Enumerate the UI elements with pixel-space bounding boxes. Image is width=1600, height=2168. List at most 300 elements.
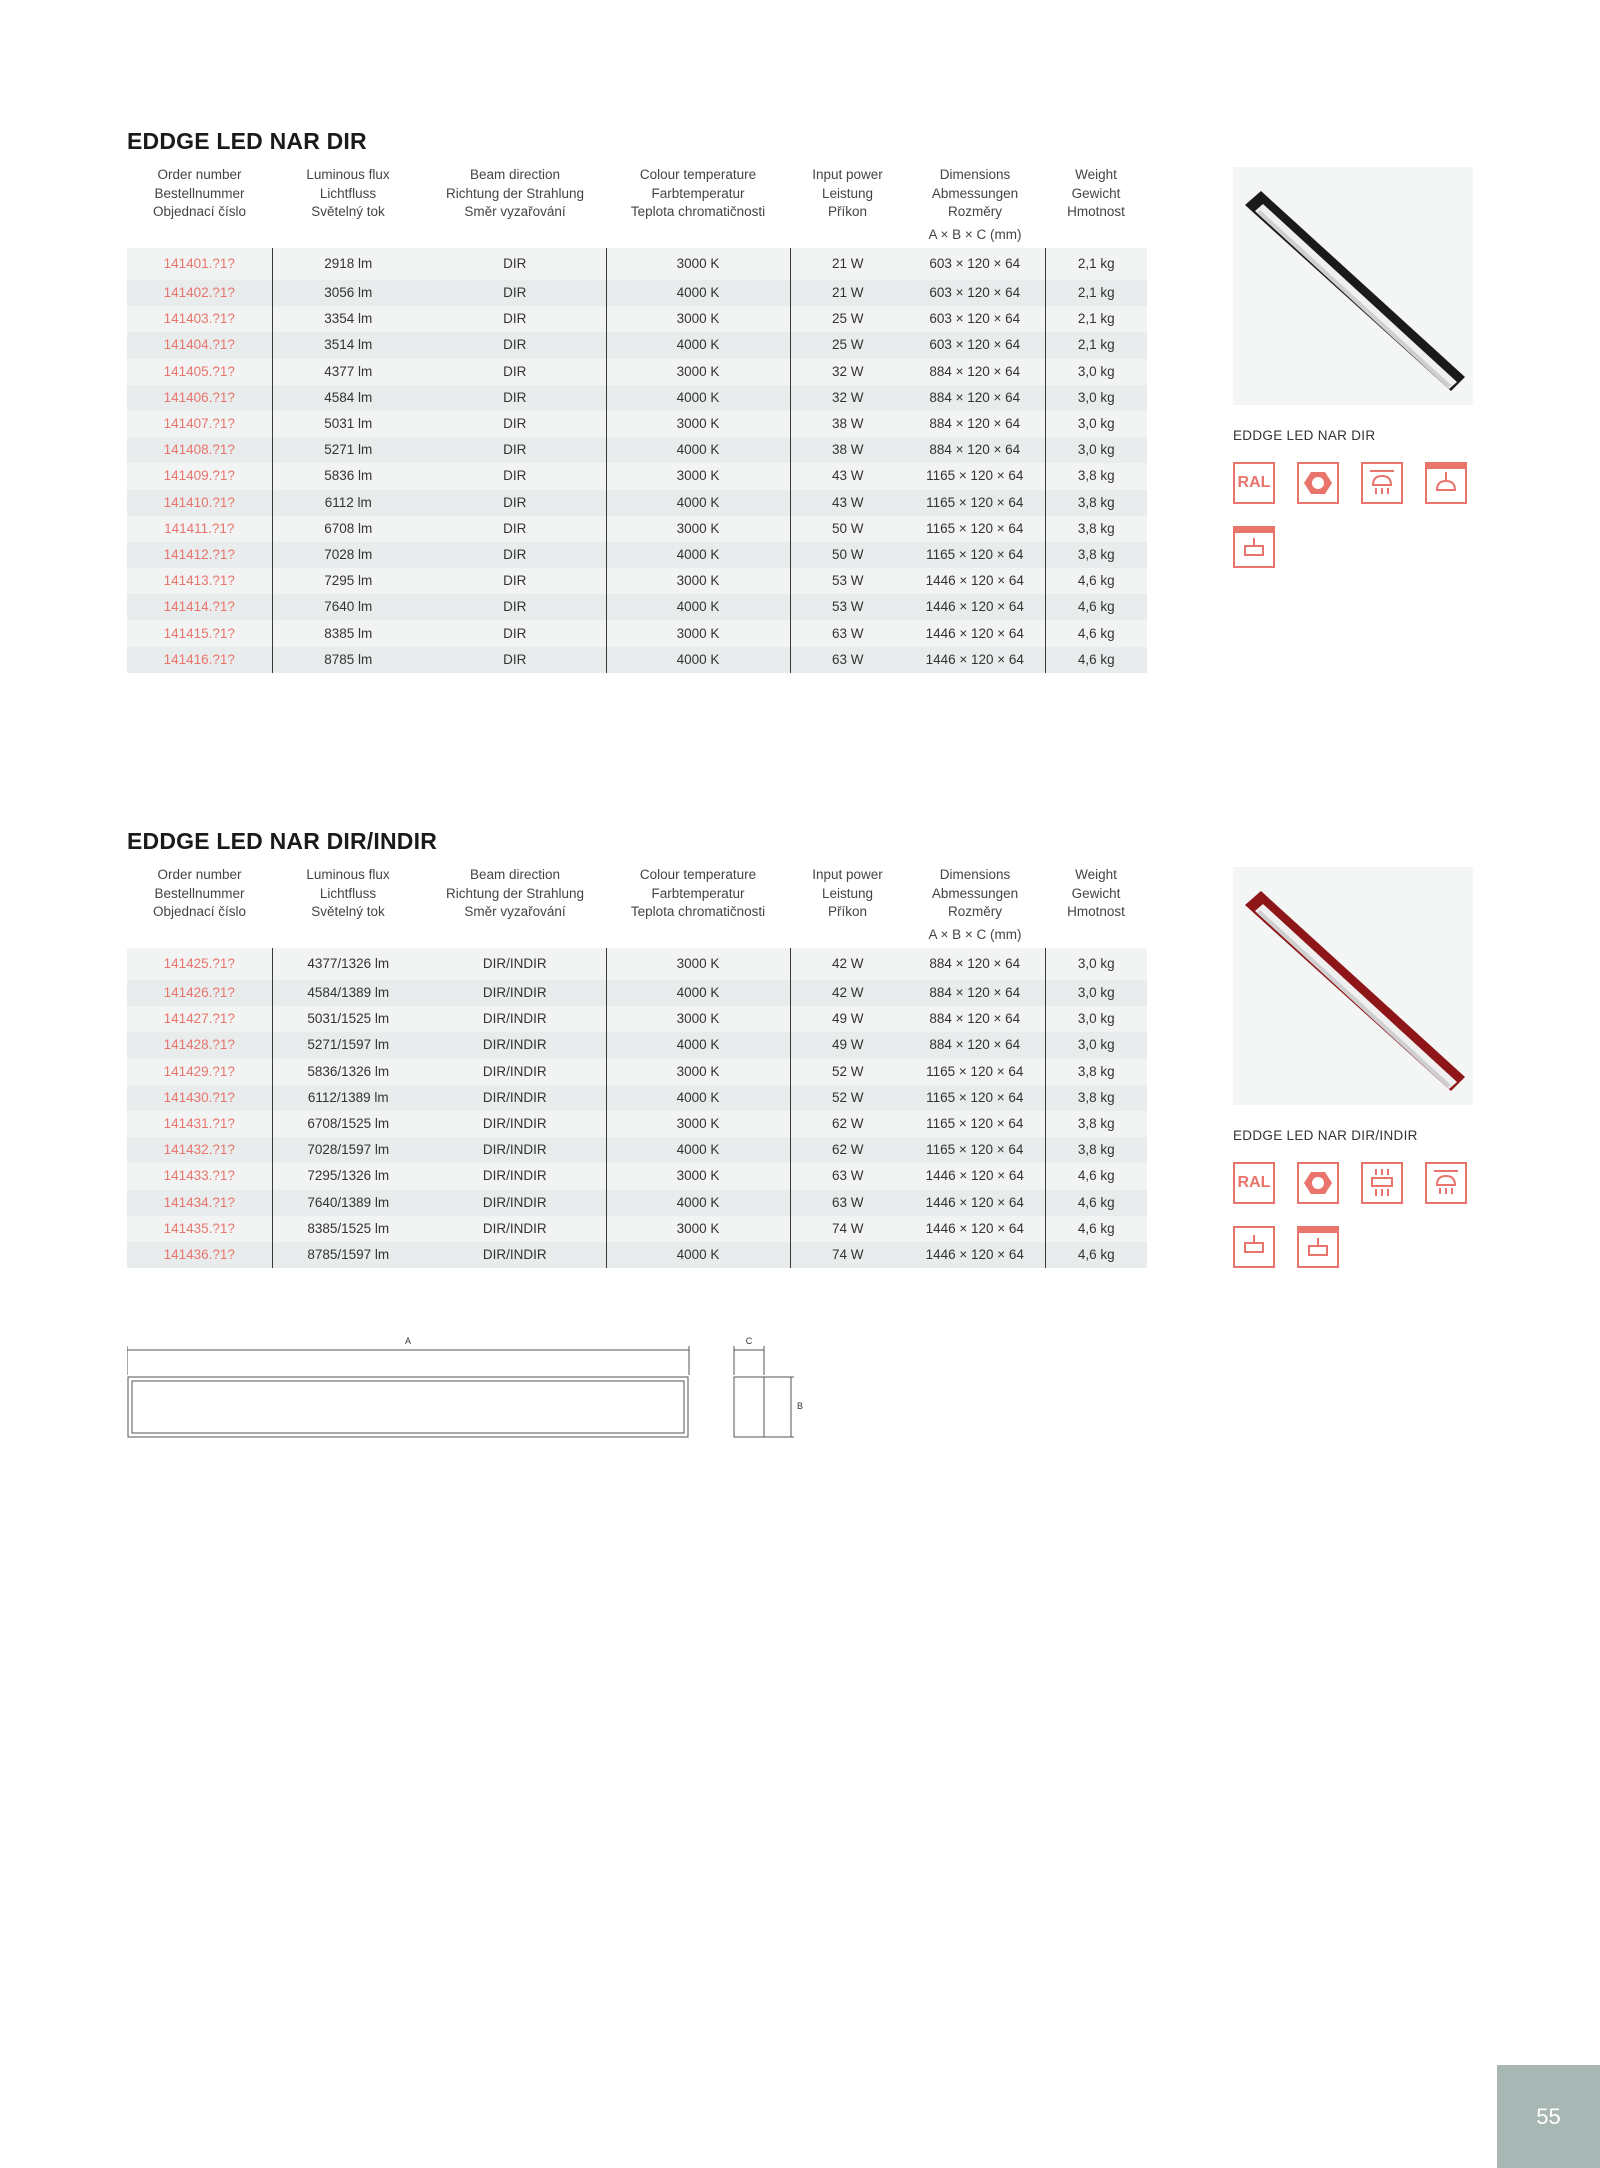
header-line: Abmessungen — [931, 885, 1019, 901]
product-caption: EDDGE LED NAR DIR — [1233, 428, 1376, 443]
table-cell: 62 W — [790, 1137, 905, 1163]
suspended-dir-indir-icon — [1361, 1162, 1403, 1204]
table-cell: DIR — [424, 385, 606, 411]
table-cell: 43 W — [790, 463, 905, 489]
header-line: Richtung der Strahlung — [445, 885, 585, 901]
header-line: Farbtemperatur — [651, 885, 745, 901]
ral-icon — [1233, 462, 1275, 504]
table-cell: 2,1 kg — [1045, 332, 1147, 358]
table-cell: 3000 K — [606, 1163, 790, 1189]
table-cell: 4377/1326 lm — [272, 948, 424, 980]
order-number-cell: 141415.?1? — [127, 620, 272, 646]
header-line: Příkon — [827, 204, 868, 219]
header-line: Směr vyzařování — [464, 204, 566, 219]
table-cell: 3056 lm — [272, 280, 424, 306]
table-cell: 3000 K — [606, 359, 790, 385]
table-cell: DIR/INDIR — [424, 1059, 606, 1085]
table-cell: 3,8 kg — [1045, 463, 1147, 489]
table-cell: DIR — [424, 647, 606, 673]
product-section-dir-indir — [127, 826, 1147, 1268]
table-cell: 603 × 120 × 64 — [905, 280, 1045, 306]
table-cell: 4000 K — [606, 1032, 790, 1058]
table-cell: DIR/INDIR — [424, 1006, 606, 1032]
table-cell: 2,1 kg — [1045, 248, 1147, 280]
table-cell: DIR — [424, 516, 606, 542]
header-line: Luminous flux — [306, 167, 390, 182]
table-cell: 21 W — [790, 280, 905, 306]
table-cell: 5836 lm — [272, 463, 424, 489]
header-line: Teplota chromatičnosti — [630, 904, 766, 919]
table-cell: 74 W — [790, 1242, 905, 1268]
table-cell: 884 × 120 × 64 — [905, 948, 1045, 980]
table-cell: 4000 K — [606, 332, 790, 358]
header-line: Farbtemperatur — [651, 185, 745, 201]
table-cell: 1446 × 120 × 64 — [905, 647, 1045, 673]
column-header — [905, 164, 1045, 248]
table-cell: 1446 × 120 × 64 — [905, 1216, 1045, 1242]
table-cell: 6708 lm — [272, 516, 424, 542]
table-cell: 4000 K — [606, 1085, 790, 1111]
table-cell: 884 × 120 × 64 — [905, 980, 1045, 1006]
table-cell: 3000 K — [606, 516, 790, 542]
table-cell: 4000 K — [606, 594, 790, 620]
table-cell: DIR — [424, 463, 606, 489]
table-row — [127, 1032, 1147, 1058]
table-cell: 50 W — [790, 516, 905, 542]
table-row — [127, 1059, 1147, 1085]
table-row — [127, 1163, 1147, 1189]
table-cell: 4000 K — [606, 385, 790, 411]
table-cell: 1165 × 120 × 64 — [905, 1111, 1045, 1137]
table-cell: DIR — [424, 359, 606, 385]
table-cell: 3000 K — [606, 1111, 790, 1137]
table-cell: 4000 K — [606, 1242, 790, 1268]
header-line: Objednací číslo — [152, 904, 247, 919]
table-cell: 1165 × 120 × 64 — [905, 542, 1045, 568]
table-cell: 4584/1389 lm — [272, 980, 424, 1006]
header-line: Luminous flux — [306, 867, 390, 882]
order-number-cell: 141431.?1? — [127, 1111, 272, 1137]
hexagon-nut-icon — [1297, 1162, 1339, 1204]
table-cell: 32 W — [790, 359, 905, 385]
header-line: Lichtfluss — [319, 885, 377, 901]
order-number-cell: 141412.?1? — [127, 542, 272, 568]
table-row — [127, 332, 1147, 358]
header-line: Světelný tok — [311, 204, 385, 219]
table-cell: 3000 K — [606, 1006, 790, 1032]
table-cell: 8385/1525 lm — [272, 1216, 424, 1242]
header-line: Objednací číslo — [152, 204, 247, 219]
table-cell: 1165 × 120 × 64 — [905, 1137, 1045, 1163]
table-cell: 3000 K — [606, 568, 790, 594]
header-line: Colour temperature — [639, 867, 757, 882]
header-line: Dimensions — [939, 867, 1011, 882]
table-cell: 884 × 120 × 64 — [905, 437, 1045, 463]
table-row — [127, 306, 1147, 332]
table-cell: DIR — [424, 620, 606, 646]
table-cell: 4000 K — [606, 1190, 790, 1216]
table-cell: 4000 K — [606, 437, 790, 463]
table-header-row — [127, 164, 1147, 248]
table-cell: 7295/1326 lm — [272, 1163, 424, 1189]
table-row — [127, 1242, 1147, 1268]
table-cell: 3,0 kg — [1045, 411, 1147, 437]
table-cell: 7028 lm — [272, 542, 424, 568]
table-cell: 4,6 kg — [1045, 620, 1147, 646]
header-line: Rozměry — [947, 204, 1002, 219]
order-number-cell: 141411.?1? — [127, 516, 272, 542]
table-row — [127, 1111, 1147, 1137]
order-number-cell: 141436.?1? — [127, 1242, 272, 1268]
header-line: Leistung — [821, 885, 874, 901]
table-cell: DIR — [424, 248, 606, 280]
order-number-cell: 141430.?1? — [127, 1085, 272, 1111]
ral-label: RAL — [1237, 1174, 1271, 1191]
table-cell: 6112 lm — [272, 490, 424, 516]
table-cell: 7640/1389 lm — [272, 1190, 424, 1216]
table-cell: 8385 lm — [272, 620, 424, 646]
table-row — [127, 542, 1147, 568]
header-line: Směr vyzařování — [464, 904, 566, 919]
dimension-label-b: B — [797, 1401, 804, 1411]
table-cell: DIR — [424, 411, 606, 437]
table-cell: 50 W — [790, 542, 905, 568]
header-line: Leistung — [821, 185, 874, 201]
column-header — [905, 864, 1045, 948]
header-line: Beam direction — [469, 867, 561, 882]
order-number-cell: 141406.?1? — [127, 385, 272, 411]
table-cell: 1165 × 120 × 64 — [905, 1085, 1045, 1111]
table-cell: 8785/1597 lm — [272, 1242, 424, 1268]
header-line: A × B × C (mm) — [928, 926, 1022, 942]
table-row — [127, 516, 1147, 542]
table-cell: DIR — [424, 568, 606, 594]
table-cell: 21 W — [790, 248, 905, 280]
table-cell: 63 W — [790, 1190, 905, 1216]
header-line: Order number — [157, 867, 242, 882]
table-row — [127, 1216, 1147, 1242]
table-cell: 3000 K — [606, 248, 790, 280]
product-section-dir — [127, 126, 1147, 673]
header-line: Input power — [812, 867, 883, 882]
table-cell: 5031/1525 lm — [272, 1006, 424, 1032]
table-cell: 3,0 kg — [1045, 1032, 1147, 1058]
table-cell: 884 × 120 × 64 — [905, 1006, 1045, 1032]
section-title: EDDGE LED NAR DIR — [127, 128, 367, 154]
table-cell: 42 W — [790, 948, 905, 980]
table-cell: 6708/1525 lm — [272, 1111, 424, 1137]
table-cell: 1446 × 120 × 64 — [905, 568, 1045, 594]
table-cell: 8785 lm — [272, 647, 424, 673]
product-caption: EDDGE LED NAR DIR/INDIR — [1233, 1128, 1418, 1143]
column-header — [424, 864, 606, 948]
order-number-cell: 141409.?1? — [127, 463, 272, 489]
table-cell: 4000 K — [606, 1137, 790, 1163]
order-number-cell: 141410.?1? — [127, 490, 272, 516]
suspended-filled-icon — [1425, 462, 1467, 504]
order-number-cell: 141404.?1? — [127, 332, 272, 358]
table-cell: 3514 lm — [272, 332, 424, 358]
order-number-cell: 141403.?1? — [127, 306, 272, 332]
table-cell: 7295 lm — [272, 568, 424, 594]
table-cell: 63 W — [790, 1163, 905, 1189]
table-cell: 62 W — [790, 1111, 905, 1137]
table-cell: DIR/INDIR — [424, 1085, 606, 1111]
table-cell: DIR — [424, 332, 606, 358]
surface-mount-icon — [1233, 1226, 1275, 1268]
spec-table — [127, 864, 1147, 1268]
column-header — [127, 164, 272, 248]
header-line: A × B × C (mm) — [928, 226, 1022, 242]
table-cell: 42 W — [790, 980, 905, 1006]
table-cell: 4000 K — [606, 647, 790, 673]
table-cell: 1446 × 120 × 64 — [905, 1190, 1045, 1216]
column-header — [1045, 864, 1147, 948]
column-header — [606, 164, 790, 248]
table-cell: 5271 lm — [272, 437, 424, 463]
order-number-cell: 141429.?1? — [127, 1059, 272, 1085]
table-cell: 3,0 kg — [1045, 980, 1147, 1006]
table-cell: DIR — [424, 594, 606, 620]
table-cell: 7640 lm — [272, 594, 424, 620]
table-cell: 63 W — [790, 647, 905, 673]
header-line: Weight — [1075, 167, 1117, 182]
product-photo-dir-indir — [1233, 867, 1473, 1105]
dimension-drawing — [127, 1335, 807, 1445]
table-cell: 3,8 kg — [1045, 516, 1147, 542]
ral-icon — [1233, 1162, 1275, 1204]
header-line: Gewicht — [1071, 885, 1121, 901]
table-cell: 53 W — [790, 594, 905, 620]
header-line: Abmessungen — [931, 185, 1019, 201]
table-cell: 4000 K — [606, 280, 790, 306]
header-line: Teplota chromatičnosti — [630, 204, 766, 219]
table-cell: 884 × 120 × 64 — [905, 385, 1045, 411]
table-cell: DIR — [424, 490, 606, 516]
table-cell: DIR — [424, 306, 606, 332]
table-cell: 4,6 kg — [1045, 1216, 1147, 1242]
table-cell: 5031 lm — [272, 411, 424, 437]
column-header — [790, 164, 905, 248]
order-number-cell: 141408.?1? — [127, 437, 272, 463]
header-line: Order number — [157, 167, 242, 182]
table-cell: 3,0 kg — [1045, 1006, 1147, 1032]
table-cell: 4,6 kg — [1045, 647, 1147, 673]
table-row — [127, 948, 1147, 980]
table-cell: 3000 K — [606, 948, 790, 980]
table-row — [127, 980, 1147, 1006]
table-cell: 4,6 kg — [1045, 568, 1147, 594]
table-cell: 1165 × 120 × 64 — [905, 1059, 1045, 1085]
table-cell: DIR/INDIR — [424, 1163, 606, 1189]
table-cell: 4584 lm — [272, 385, 424, 411]
order-number-cell: 141407.?1? — [127, 411, 272, 437]
table-row — [127, 463, 1147, 489]
table-cell: 3,8 kg — [1045, 1111, 1147, 1137]
order-number-cell: 141413.?1? — [127, 568, 272, 594]
table-cell: 3,0 kg — [1045, 948, 1147, 980]
table-cell: 1165 × 120 × 64 — [905, 463, 1045, 489]
header-line: Bestellnummer — [154, 185, 245, 201]
page-number: 55 — [1497, 2065, 1600, 2168]
table-cell: 2,1 kg — [1045, 306, 1147, 332]
table-row — [127, 280, 1147, 306]
order-number-cell: 141435.?1? — [127, 1216, 272, 1242]
table-row — [127, 647, 1147, 673]
table-cell: 4000 K — [606, 980, 790, 1006]
header-line: Dimensions — [939, 167, 1011, 182]
table-cell: 4,6 kg — [1045, 1242, 1147, 1268]
order-number-cell: 141416.?1? — [127, 647, 272, 673]
order-number-cell: 141414.?1? — [127, 594, 272, 620]
table-cell: 603 × 120 × 64 — [905, 332, 1045, 358]
table-cell: 4000 K — [606, 490, 790, 516]
table-row — [127, 248, 1147, 280]
table-row — [127, 1006, 1147, 1032]
table-cell: 1446 × 120 × 64 — [905, 620, 1045, 646]
table-cell: 603 × 120 × 64 — [905, 248, 1045, 280]
header-line: Hmotnost — [1067, 204, 1125, 219]
table-cell: DIR — [424, 437, 606, 463]
table-cell: 38 W — [790, 437, 905, 463]
table-cell: DIR/INDIR — [424, 1242, 606, 1268]
order-number-cell: 141428.?1? — [127, 1032, 272, 1058]
table-cell: 3,0 kg — [1045, 437, 1147, 463]
column-header — [127, 864, 272, 948]
table-row — [127, 437, 1147, 463]
table-cell: 25 W — [790, 332, 905, 358]
spec-table — [127, 164, 1147, 673]
table-cell: DIR — [424, 280, 606, 306]
table-cell: 1165 × 120 × 64 — [905, 516, 1045, 542]
column-header — [790, 864, 905, 948]
table-cell: 49 W — [790, 1006, 905, 1032]
table-cell: 53 W — [790, 568, 905, 594]
table-cell: 603 × 120 × 64 — [905, 306, 1045, 332]
table-cell: DIR/INDIR — [424, 1032, 606, 1058]
table-cell: 3000 K — [606, 463, 790, 489]
table-cell: 2,1 kg — [1045, 280, 1147, 306]
table-cell: 7028/1597 lm — [272, 1137, 424, 1163]
header-line: Input power — [812, 167, 883, 182]
table-cell: 2918 lm — [272, 248, 424, 280]
dimension-label-c: C — [745, 1336, 753, 1346]
table-cell: 25 W — [790, 306, 905, 332]
header-line: Beam direction — [469, 167, 561, 182]
table-cell: 43 W — [790, 490, 905, 516]
table-cell: 4,6 kg — [1045, 1190, 1147, 1216]
table-cell: 32 W — [790, 385, 905, 411]
table-header-row — [127, 864, 1147, 948]
header-line: Weight — [1075, 867, 1117, 882]
table-row — [127, 490, 1147, 516]
header-line: Hmotnost — [1067, 904, 1125, 919]
column-header — [1045, 164, 1147, 248]
table-cell: 1446 × 120 × 64 — [905, 1242, 1045, 1268]
order-number-cell: 141425.?1? — [127, 948, 272, 980]
header-line: Rozměry — [947, 904, 1002, 919]
table-cell: 3,8 kg — [1045, 1085, 1147, 1111]
table-cell: DIR/INDIR — [424, 1137, 606, 1163]
table-cell: 3,8 kg — [1045, 542, 1147, 568]
order-number-cell: 141426.?1? — [127, 980, 272, 1006]
table-cell: 884 × 120 × 64 — [905, 1032, 1045, 1058]
header-line: Lichtfluss — [319, 185, 377, 201]
table-cell: 3354 lm — [272, 306, 424, 332]
table-cell: 3,8 kg — [1045, 1059, 1147, 1085]
table-cell: 3000 K — [606, 620, 790, 646]
surface-mount-icon — [1233, 526, 1275, 568]
table-cell: 63 W — [790, 620, 905, 646]
header-line: Světelný tok — [311, 904, 385, 919]
table-cell: 4000 K — [606, 542, 790, 568]
table-cell: 38 W — [790, 411, 905, 437]
table-cell: 3,8 kg — [1045, 1137, 1147, 1163]
luminaire-image — [1233, 167, 1473, 405]
suspended-direct-icon — [1425, 1162, 1467, 1204]
table-cell: DIR/INDIR — [424, 948, 606, 980]
table-row — [127, 385, 1147, 411]
table-row — [127, 1137, 1147, 1163]
table-cell: 6112/1389 lm — [272, 1085, 424, 1111]
order-number-cell: 141427.?1? — [127, 1006, 272, 1032]
header-line: Richtung der Strahlung — [445, 185, 585, 201]
table-cell: 5836/1326 lm — [272, 1059, 424, 1085]
table-cell: 3,0 kg — [1045, 385, 1147, 411]
order-number-cell: 141402.?1? — [127, 280, 272, 306]
table-cell: 3000 K — [606, 411, 790, 437]
table-cell: 49 W — [790, 1032, 905, 1058]
table-cell: 3,0 kg — [1045, 359, 1147, 385]
column-header — [424, 164, 606, 248]
header-line: Příkon — [827, 904, 868, 919]
header-line: Gewicht — [1071, 185, 1121, 201]
hexagon-nut-icon — [1297, 462, 1339, 504]
table-cell: 3,8 kg — [1045, 490, 1147, 516]
table-row — [127, 568, 1147, 594]
table-cell: 52 W — [790, 1059, 905, 1085]
section-title: EDDGE LED NAR DIR/INDIR — [127, 828, 438, 854]
luminaire-image — [1233, 867, 1473, 1105]
table-row — [127, 359, 1147, 385]
table-cell: 5271/1597 lm — [272, 1032, 424, 1058]
table-cell: 1446 × 120 × 64 — [905, 1163, 1045, 1189]
table-cell: 1165 × 120 × 64 — [905, 490, 1045, 516]
table-cell: 4,6 kg — [1045, 1163, 1147, 1189]
table-cell: DIR/INDIR — [424, 1190, 606, 1216]
order-number-cell: 141432.?1? — [127, 1137, 272, 1163]
ral-label: RAL — [1237, 474, 1271, 491]
table-cell: 884 × 120 × 64 — [905, 359, 1045, 385]
table-cell: 884 × 120 × 64 — [905, 411, 1045, 437]
product-photo-dir — [1233, 167, 1473, 405]
table-cell: 1446 × 120 × 64 — [905, 594, 1045, 620]
table-cell: 4377 lm — [272, 359, 424, 385]
table-cell: DIR/INDIR — [424, 1111, 606, 1137]
table-row — [127, 411, 1147, 437]
order-number-cell: 141434.?1? — [127, 1190, 272, 1216]
header-line: Bestellnummer — [154, 885, 245, 901]
table-cell: 3000 K — [606, 306, 790, 332]
table-cell: DIR/INDIR — [424, 1216, 606, 1242]
column-header — [272, 164, 424, 248]
table-cell: DIR/INDIR — [424, 980, 606, 1006]
table-cell: DIR — [424, 542, 606, 568]
surface-mount-filled-icon — [1297, 1226, 1339, 1268]
suspended-direct-icon — [1361, 462, 1403, 504]
dimension-label-a: A — [404, 1336, 412, 1346]
table-cell: 52 W — [790, 1085, 905, 1111]
